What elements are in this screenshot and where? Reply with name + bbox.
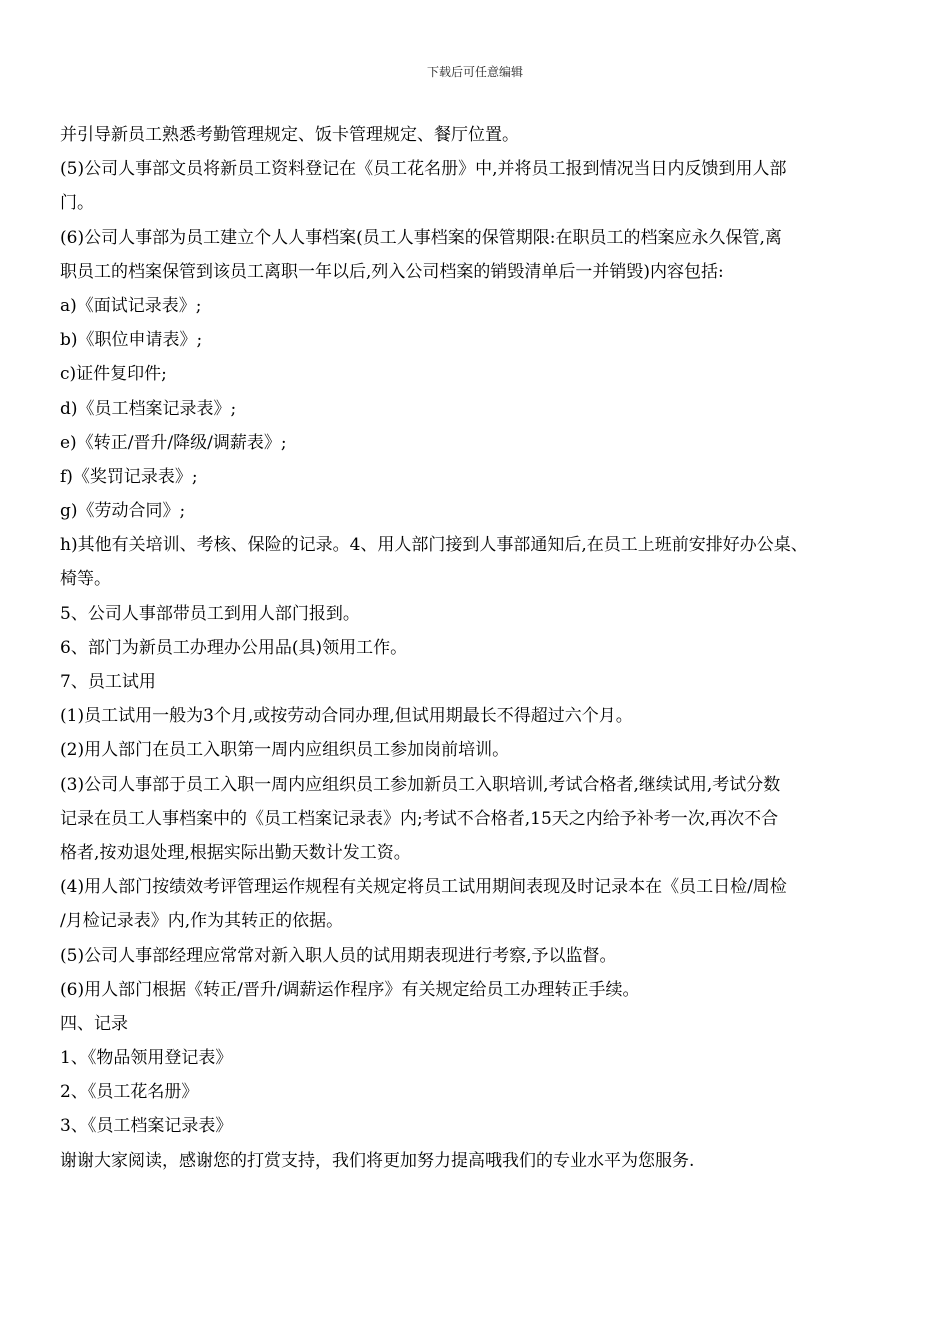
text-line: /月检记录表》内,作为其转正的依据。 [60,911,344,932]
list-item: a)《面试记录表》; [60,295,202,316]
text-line: 椅等。 [60,569,111,590]
text-line: 格者,按劝退处理,根据实际出勤天数计发工资。 [60,842,411,863]
text-line: 门。 [60,193,94,214]
text-line: 记录在员工人事档案中的《员工档案记录表》内;考试不合格者,15天之内给予补考一次,再次不合 [60,808,779,829]
text-line: (1)员工试用一般为3个月,或按劳动合同办理,但试用期最长不得超过六个月。 [60,706,633,727]
text-line: 并引导新员工熟悉考勤管理规定、饭卡管理规定、餐厅位置。 [60,125,519,145]
text-line: (5)公司人事部经理应常常对新入职人员的试用期表现进行考察,予以监督。 [60,945,617,966]
text-line: 职员工的档案保管到该员工离职一年以后,列入公司档案的销毁清单后一并销毁)内容包括: [60,261,724,282]
list-item: 2、《员工花名册》 [60,1082,199,1103]
section-heading: 四、记录 [60,1013,128,1034]
list-item: e)《转正/晋升/降级/调薪表》; [60,432,287,453]
section-heading: 7、员工试用 [60,672,156,692]
list-item: 1、《物品领用登记表》 [60,1048,233,1069]
text-line: 5、公司人事部带员工到用人部门报到。 [60,603,360,624]
text-line: (4)用人部门按绩效考评管理运作规程有关规定将员工试用期间表现及时记录本在《员工日检/周检 [60,877,787,898]
list-item: h)其他有关培训、考核、保险的记录。4、用人部门接到人事部通知后,在员工上班前安排好办公桌、 [60,535,808,556]
list-item: f)《奖罚记录表》; [60,466,198,487]
text-line: (6)公司人事部为员工建立个人人事档案(员工人事档案的保管期限:在职员工的档案应永久保管,离 [60,227,782,248]
list-item: c)证件复印件; [60,364,167,385]
list-item: d)《员工档案记录表》; [60,398,237,419]
text-line: 6、部门为新员工办理办公用品(具)领用工作。 [60,637,408,658]
document-body [60,118,900,1178]
page-header: 下载后可任意编辑 [426,65,523,79]
text-line: (5)公司人事部文员将新员工资料登记在《员工花名册》中,并将员工报到情况当日内反馈到用人部 [60,159,787,180]
text-line: (3)公司人事部于员工入职一周内应组织员工参加新员工入职培训,考试合格者,继续试用,考试分数 [60,774,781,795]
text-line: (2)用人部门在员工入职第一周内应组织员工参加岗前培训。 [60,740,510,761]
closing-note: 谢谢大家阅读，感谢您的打赏支持，我们将更加努力提高哦我们的专业水平为您服务. [60,1150,695,1171]
list-item: b)《职位申请表》; [60,330,203,351]
list-item: g)《劳动合同》; [60,501,186,522]
text-line: (6)用人部门根据《转正/晋升/调薪运作程序》有关规定给员工办理转正手续。 [60,979,640,1000]
list-item: 3、《员工档案记录表》 [60,1116,233,1137]
